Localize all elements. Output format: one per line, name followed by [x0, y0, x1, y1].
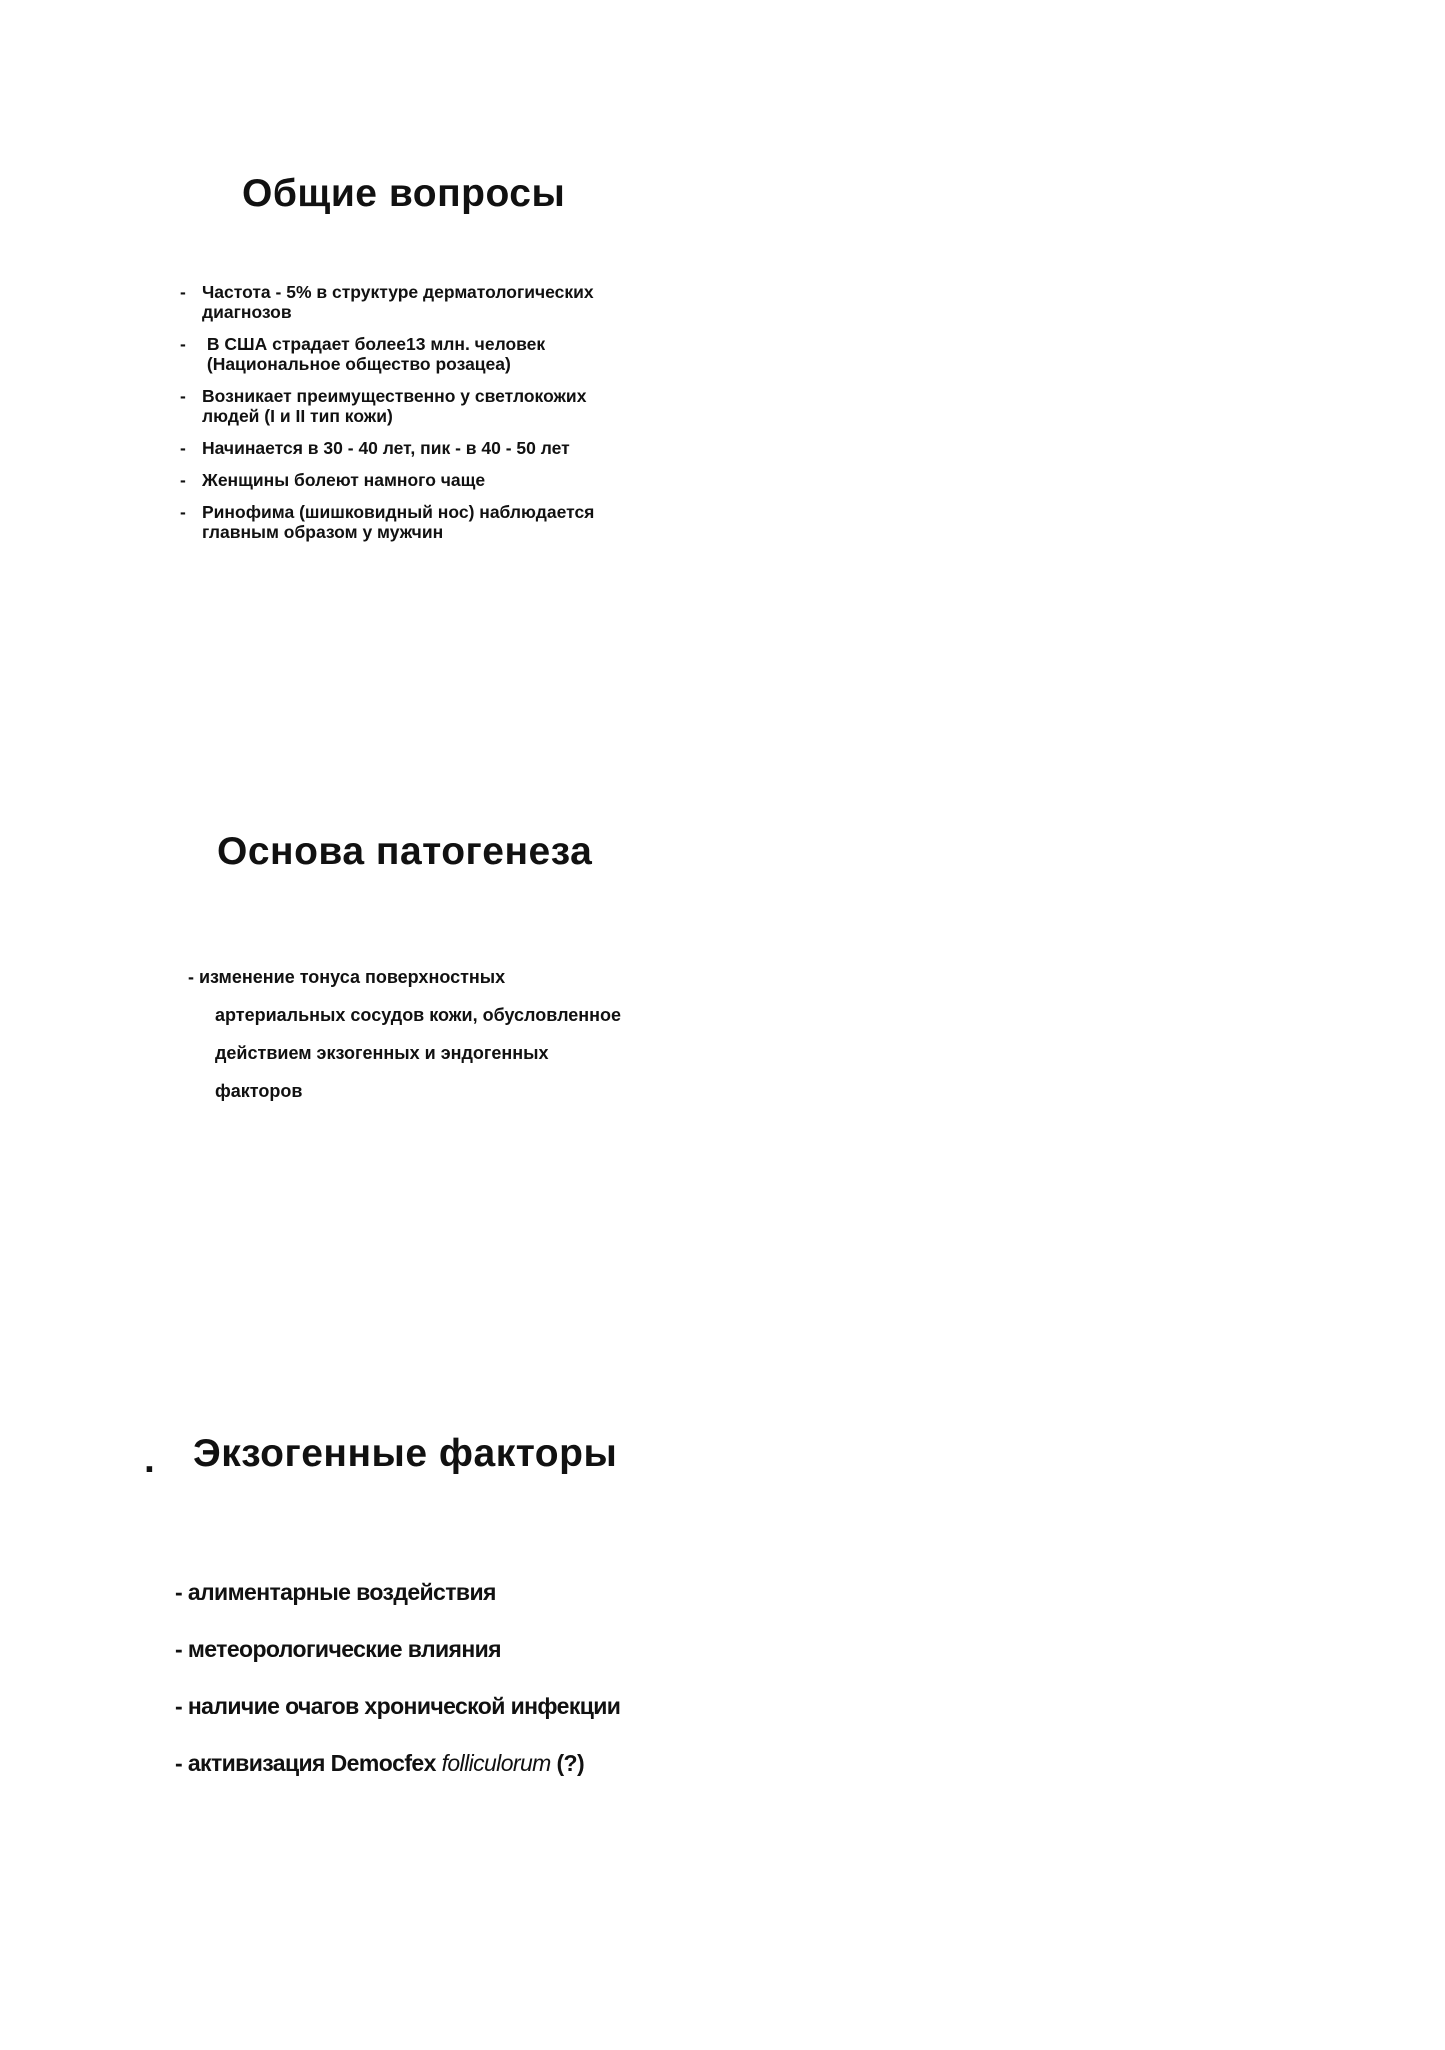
paragraph-line: факторов	[215, 1081, 303, 1101]
bullet-dash: -	[180, 438, 186, 458]
list-item	[180, 386, 672, 426]
list-item-line: В США страдает более13 млн. человек	[202, 334, 546, 354]
pathogenesis-paragraph	[188, 958, 621, 1110]
list-item-line: (Национальное общество розацеа)	[202, 354, 511, 374]
paragraph-line: - изменение тонуса поверхностных	[188, 967, 506, 987]
bullet-dash: -	[180, 502, 186, 522]
list-item	[180, 282, 672, 322]
heading-exogenous-factors: Экзогенные факторы	[193, 1432, 618, 1475]
list-item-text: - метеорологические влияния	[175, 1636, 501, 1662]
list-item	[175, 1692, 620, 1721]
list-item	[180, 438, 672, 458]
list-item	[180, 470, 672, 490]
list-item	[175, 1635, 620, 1664]
list-item-line: людей (I и II тип кожи)	[202, 406, 393, 426]
paragraph-line: действием экзогенных и эндогенных	[215, 1043, 549, 1063]
heading-general-questions: Общие вопросы	[242, 172, 566, 215]
list-item-text: - наличие очагов хронической инфекции	[175, 1693, 621, 1719]
list-item-italic-text: folliculorum	[441, 1750, 551, 1776]
list-item	[180, 502, 672, 542]
exogenous-factors-list	[175, 1578, 620, 1806]
bullet-dash: -	[180, 334, 186, 354]
list-item-line: Частота - 5% в структуре дерматологических	[202, 282, 594, 302]
bullet-dash: -	[180, 282, 186, 302]
list-item	[175, 1578, 620, 1607]
heading-pathogenesis: Основа патогенеза	[217, 830, 593, 873]
list-item-tail: (?)	[550, 1750, 585, 1776]
general-questions-list	[180, 282, 672, 554]
heading-dot: .	[144, 1438, 155, 1481]
list-item-text: - активизация Democfex	[175, 1750, 442, 1776]
paragraph-line: артериальных сосудов кожи, обусловленное	[215, 1005, 622, 1025]
list-item-line: Ринофима (шишковидный нос) наблюдается	[202, 502, 595, 522]
list-item-line: главным образом у мужчин	[202, 522, 444, 542]
bullet-dash: -	[180, 386, 186, 406]
list-item	[180, 334, 672, 374]
bullet-dash: -	[180, 470, 186, 490]
list-item-line: Женщины болеют намного чаще	[202, 470, 486, 490]
list-item-line: Начинается в 30 - 40 лет, пик - в 40 - 50 лет	[202, 438, 570, 458]
list-item	[175, 1749, 620, 1778]
list-item-line: Возникает преимущественно у светлокожих	[202, 386, 587, 406]
list-item-text: - алиментарные воздействия	[175, 1579, 496, 1605]
list-item-line: диагнозов	[202, 302, 292, 322]
